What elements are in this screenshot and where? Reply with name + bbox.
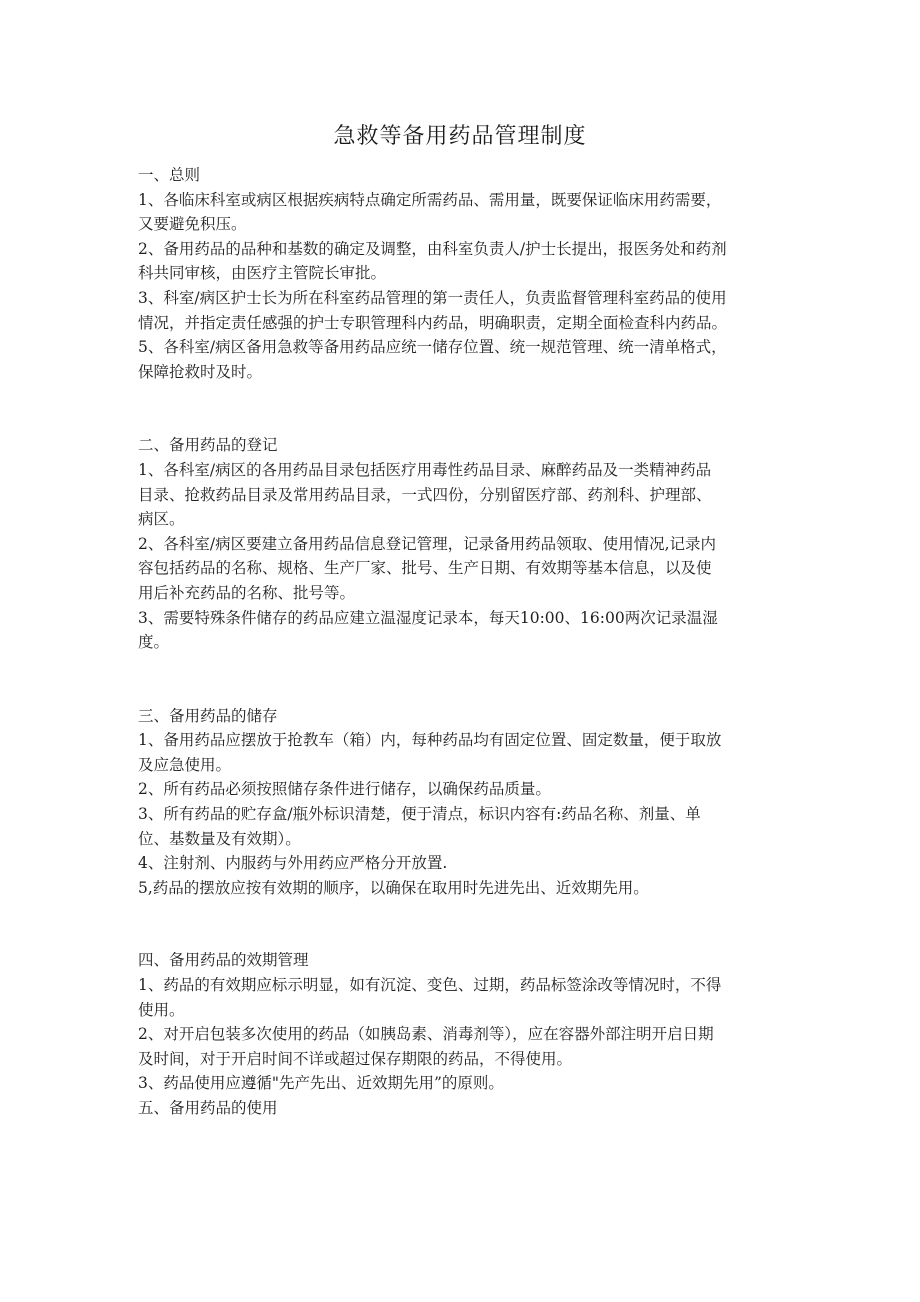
section-4-line: 2、对开启包装多次使用的药品（如胰岛素、消毒剂等），应在容器外部注明开启日期 xyxy=(138,1025,714,1044)
section-heading-storage: 三、备用药品的储存 xyxy=(138,706,278,725)
section-3-line: 4、注射剂、内服药与外用药应严格分开放置. xyxy=(138,854,448,873)
document-title: 急救等备用药品管理制度 xyxy=(333,124,587,149)
section-spacer xyxy=(138,655,798,704)
section-2-line: 度。 xyxy=(138,633,170,652)
section-spacer xyxy=(138,384,798,433)
section-2-line: 容包括药品的名称、规格、生产厂家、批号、生产日期、有效期等基本信息，以及使 xyxy=(138,559,712,578)
section-2-line: 用后补充药品的名称、批号等。 xyxy=(138,583,356,602)
section-heading-registration: 二、备用药品的登记 xyxy=(138,436,278,455)
section-3-line: 3、所有药品的贮存盒/瓶外标识清楚，便于清点，标识内容有:药品名称、剂量、单 xyxy=(138,805,701,824)
section-1-line: 科共同审核，由医疗主管院长审批。 xyxy=(138,264,387,283)
section-4-line: 1、药品的有效期应标示明显，如有沉淀、变色、过期，药品标签涂改等情况时，不得 xyxy=(138,976,722,995)
section-1-line: 5、各科室/病区备用急救等备用药品应统一储存位置、统一规范管理、统一清单格式， xyxy=(138,338,727,357)
section-1-line: 保障抢救时及时。 xyxy=(138,362,263,381)
section-heading-usage: 五、备用药品的使用 xyxy=(138,1099,278,1117)
section-3-line: 1、备用药品应摆放于抢教车（箱）内，每种药品均有固定位置、固定数量，便于取放 xyxy=(138,731,722,750)
section-4-line: 及时间，对于开启时间不详或超过保存期限的药品，不得使用。 xyxy=(138,1049,573,1068)
section-1-line: 1、各临床科室或病区根据疾病特点确定所需药品、需用量，既要保证临床用药需要， xyxy=(138,190,722,209)
section-spacer xyxy=(138,900,798,948)
section-1-line: 情况，并指定责任感强的护士专职管理科内药品，明确职责，定期全面检查科内药品。 xyxy=(138,313,728,332)
section-heading-expiry-management: 四、备用药品的效期管理 xyxy=(138,951,309,970)
section-4-line: 3、药品使用应遵循"先产先出、近效期先用”的原则。 xyxy=(138,1074,504,1093)
document-body xyxy=(138,163,798,1121)
section-3-line: 位、基数量及有效期）。 xyxy=(138,829,301,848)
section-4-line: 使用。 xyxy=(138,1000,185,1019)
section-3-line: 5,药品的摆放应按有效期的顺序，以确保在取用时先进先出、近效期先用。 xyxy=(138,878,649,897)
section-2-line: 2、各科室/病区要建立备用药品信息登记管理，记录备用药品领取、使用情况,记录内 xyxy=(138,534,717,553)
section-1-line: 3、科室/病区护士长为所在科室药品管理的第一责任人，负责监督管理科室药品的使用 xyxy=(138,288,727,307)
section-2-line: 目录、抢救药品目录及常用药品目录，一式四份，分别留医疗部、药剂科、护理部、 xyxy=(138,485,712,504)
section-1-line: 2、备用药品的品种和基数的确定及调整，由科室负责人/护士长提出，报医务处和药剂 xyxy=(138,239,727,258)
section-3-line: 2、所有药品必须按照储存条件进行储存，以确保药品质量。 xyxy=(138,780,551,799)
section-3-line: 及应急使用。 xyxy=(138,755,232,774)
section-2-line: 3、需要特殊条件储存的药品应建立温湿度记录本，每天10:00、16:00两次记录温湿 xyxy=(138,608,718,627)
section-heading-general: 一、总则 xyxy=(138,166,201,184)
section-1-line: 又要避免积压。 xyxy=(138,215,247,234)
section-2-line: 病区。 xyxy=(138,510,185,529)
section-2-line: 1、各科室/病区的各用药品目录包括医疗用毒性药品目录、麻醉药品及一类精神药品 xyxy=(138,460,712,479)
